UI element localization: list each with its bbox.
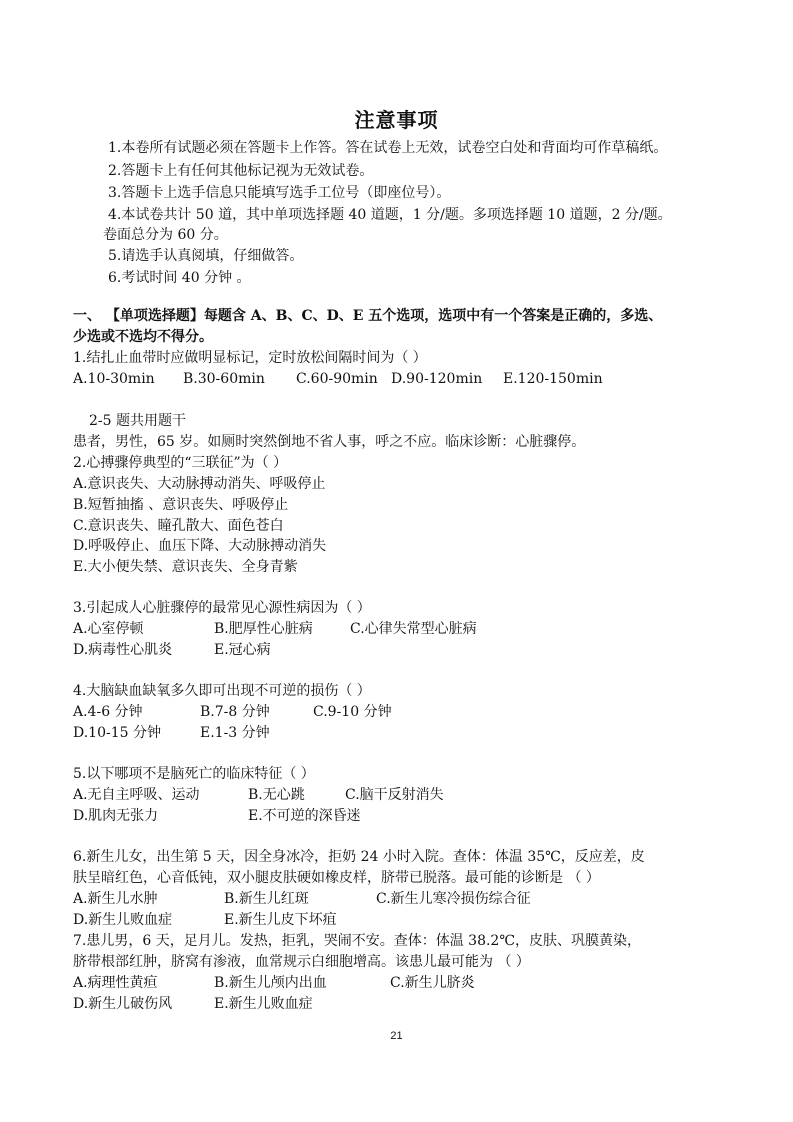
option: E.大小便失禁、意识丧失、全身青紫 xyxy=(73,559,298,575)
option: A.心室停顿 xyxy=(73,621,144,637)
notice-item: 3.答题卡上选手信息只能填写选手工位号（即座位号）。 xyxy=(108,185,451,201)
option: D.肌肉无张力 xyxy=(73,808,159,824)
question-stem: 脐带根部红肿，脐窝有渗液，血常规示白细胞增高。该患儿最可能为 （ ） xyxy=(73,954,530,970)
option: C.新生儿寒冷损伤综合征 xyxy=(376,891,531,907)
page-title: 注意事项 xyxy=(354,108,439,132)
option: D.新生儿破伤风 xyxy=(73,996,173,1012)
question-stem: 5.以下哪项不是脑死亡的临床特征（ ） xyxy=(73,766,315,782)
shared-stem-label: 2-5 题共用题干 xyxy=(89,413,186,429)
option: E.冠心病 xyxy=(214,642,271,658)
option: D.90-120min xyxy=(391,371,483,387)
question-stem: 2.心搏骤停典型的“三联征”为（ ） xyxy=(73,455,288,471)
option: E.不可逆的深昏迷 xyxy=(248,808,361,824)
option: D.呼吸停止、血压下降、大动脉搏动消失 xyxy=(73,538,327,554)
option: B.30-60min xyxy=(183,371,265,387)
notice-item: 卷面总分为 60 分。 xyxy=(103,227,228,243)
option: D.病毒性心肌炎 xyxy=(73,642,173,658)
option: B.新生儿红斑 xyxy=(224,891,309,907)
option: E.新生儿皮下坏疽 xyxy=(224,912,337,928)
notice-item: 4.本试卷共计 50 道，其中单项选择题 40 道题，1 分/题。多项选择题 10 道题，2 分/题。 xyxy=(108,207,672,223)
option: B.无心跳 xyxy=(248,787,305,803)
question-stem: 3.引起成人心脏骤停的最常见心源性病因为（ ） xyxy=(73,600,371,616)
option: D.10-15 分钟 xyxy=(73,725,161,741)
option: A.无自主呼吸、运动 xyxy=(73,787,200,803)
page-number: 21 xyxy=(390,1030,403,1042)
option: D.新生儿败血症 xyxy=(73,912,173,928)
question-stem: 肤呈暗红色，心音低钝，双小腿皮肤硬如橡皮样，脐带已脱落。最可能的诊断是 （ ） xyxy=(73,870,600,886)
notice-item: 1.本卷所有试题必须在答题卡上作答。答在试卷上无效，试卷空白处和背面均可作草稿纸。 xyxy=(108,140,668,156)
question-stem: 7.患儿男，6 天，足月儿。发热，拒乳，哭闹不安。查体：体温 38.2℃，皮肤、巩膜黄染， xyxy=(73,933,641,949)
option: E.新生儿败血症 xyxy=(214,996,313,1012)
question-stem: 1.结扎止血带时应做明显标记，定时放松间隔时间为（ ） xyxy=(73,350,427,366)
option: A.10-30min xyxy=(73,371,155,387)
question-stem: 4.大脑缺血缺氧多久即可出现不可逆的损伤（ ） xyxy=(73,683,371,699)
option: E.120-150min xyxy=(503,371,603,387)
option: B.7-8 分钟 xyxy=(200,704,270,720)
notice-item: 6.考试时间 40 分钟 。 xyxy=(108,270,251,286)
notice-item: 5.请选手认真阅填，仔细做答。 xyxy=(108,248,304,264)
option: A.4-6 分钟 xyxy=(73,704,143,720)
shared-stem-text: 患者，男性，65 岁。如厕时突然倒地不省人事，呼之不应。临床诊断：心脏骤停。 xyxy=(73,434,586,450)
option: C.新生儿脐炎 xyxy=(390,975,475,991)
option: C.心律失常型心脏病 xyxy=(350,621,477,637)
option: A.新生儿水肿 xyxy=(73,891,158,907)
option: C.60-90min xyxy=(296,371,378,387)
question-stem: 6.新生儿女，出生第 5 天，因全身冰冷，拒奶 24 小时入院。查体：体温 35℃，反应差，皮 xyxy=(73,849,645,865)
section-heading: 少选或不选均不得分。 xyxy=(73,329,213,345)
section-heading: 一、 【单项选择题】每题含 A、B、C、D、E 五个选项，选项中有一个答案是正确的，多选、 xyxy=(73,308,663,324)
option: C.意识丧失、瞳孔散大、面色苍白 xyxy=(73,518,284,534)
notice-item: 2.答题卡上有任何其他标记视为无效试卷。 xyxy=(108,163,374,179)
option: C.脑干反射消失 xyxy=(345,787,444,803)
option: C.9-10 分钟 xyxy=(313,704,392,720)
option: A.意识丧失、大动脉搏动消失、呼吸停止 xyxy=(73,476,326,492)
option: B.新生儿颅内出血 xyxy=(214,975,327,991)
option: A.病理性黄疸 xyxy=(73,975,158,991)
option: B.短暂抽搐 、意识丧失、呼吸停止 xyxy=(73,497,289,513)
option: E.1-3 分钟 xyxy=(200,725,270,741)
option: B.肥厚性心脏病 xyxy=(214,621,313,637)
